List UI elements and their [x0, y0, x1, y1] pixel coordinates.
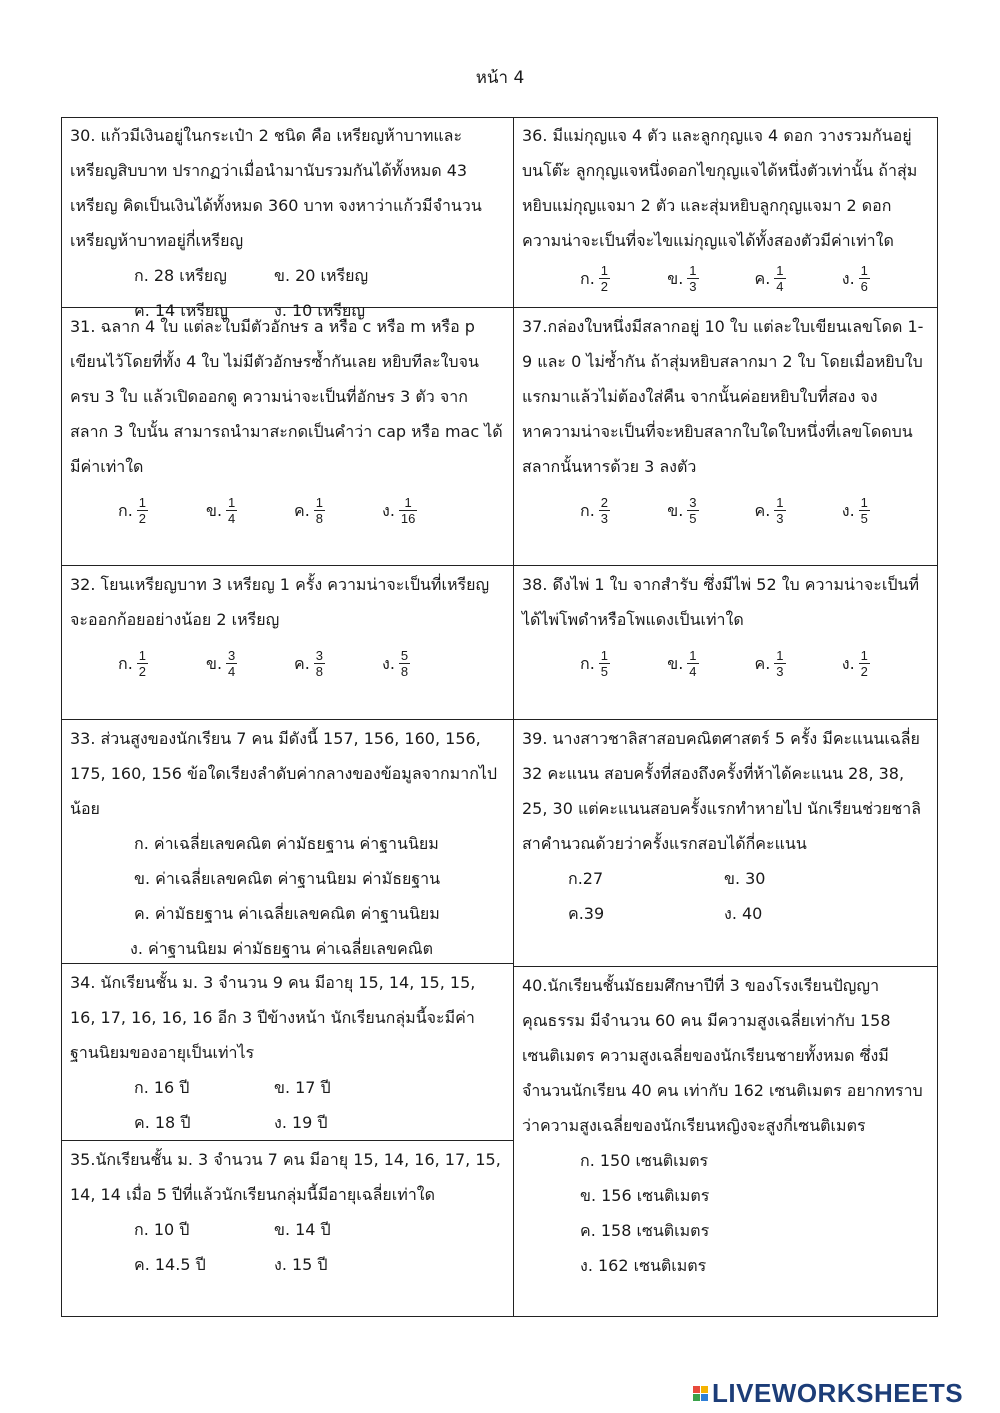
question-32-option-c[interactable]: ค. $\frac{3}{8}$ — [294, 647, 324, 679]
fraction: $\frac{1}{2}$ — [600, 262, 609, 294]
logo-square — [701, 1394, 708, 1401]
question-33-option-a[interactable]: ก. ค่าเฉลี่ยเลขคณิต ค่ามัธยฐาน ค่าฐานนิยม — [134, 834, 439, 853]
question-31-option-c[interactable]: ค. $\frac{1}{8}$ — [294, 494, 324, 526]
question-34-option-d[interactable]: ง. 19 ปี — [274, 1113, 328, 1132]
question-35-option-c[interactable]: ค. 14.5 ปี — [134, 1255, 206, 1274]
fraction: $\frac{1}{2}$ — [138, 647, 147, 679]
page-number: หน้า 4 — [475, 68, 525, 88]
fraction: $\frac{1}{2}$ — [138, 494, 147, 526]
question-38-option-d[interactable]: ง. $\frac{1}{2}$ — [841, 647, 868, 679]
logo-square — [693, 1386, 700, 1393]
question-32-option-a[interactable]: ก. $\frac{1}{2}$ — [118, 647, 147, 679]
liveworksheets-logo-text: LIVEWORKSHEETS — [712, 1377, 964, 1408]
question-39-option-c[interactable]: ค.39 — [568, 904, 605, 923]
question-40-text: 40.นักเรียนชั้นมัธยมศึกษาปีที่ 3 ของโรงเรียนปัญญาคุณธรรม มีจำนวน 60 คน มีความสูงเฉลี่ยเท่ากับ 158 เซนติเมตร ความสูงเฉลี่ยของนักเรียนชายทั้งหมด ซึ่งมีจำนวนนักเรียน 40 คน เท่ากับ 162 เซนติเมตร อยากทราบว่าความสูงเฉลี่ยของนักเรียนหญิงจะสูงกี่เซนติเมตร — [522, 976, 923, 1135]
question-31-option-b[interactable]: ข. $\frac{1}{4}$ — [206, 494, 236, 526]
question-36 — [514, 118, 937, 307]
question-37 — [514, 309, 937, 565]
question-37-option-d[interactable]: ง. $\frac{1}{5}$ — [841, 494, 868, 526]
liveworksheets-logo[interactable] — [693, 1378, 963, 1408]
question-30-option-c[interactable]: ค. 14 เหรียญ — [134, 301, 228, 320]
question-32-option-d[interactable]: ง. $\frac{5}{8}$ — [382, 647, 409, 679]
question-34-option-b[interactable]: ข. 17 ปี — [274, 1078, 331, 1097]
question-33-option-c[interactable]: ค. ค่ามัธยฐาน ค่าเฉลี่ยเลขคณิต ค่าฐานนิยม — [134, 904, 440, 923]
question-35-text: 35.นักเรียนชั้น ม. 3 จำนวน 7 คน มีอายุ 15, 14, 16, 17, 15, 14, 14 เมื่อ 5 ปีที่แล้วนักเรียนกลุ่มนี้มีอายุเฉลี่ยเท่าใด — [70, 1150, 501, 1204]
question-34-text: 34. นักเรียนชั้น ม. 3 จำนวน 9 คน มีอายุ 15, 14, 15, 15, 16, 17, 16, 16, 16 อีก 3 ปีข้างหน้า นักเรียนกลุ่มนี้จะมีค่าฐานนิยมของอายุเป็นเท่าไร — [70, 973, 476, 1062]
question-32-text: 32. โยนเหรียญบาท 3 เหรียญ 1 ครั้ง ความน่าจะเป็นที่เหรียญจะออกก้อยอย่างน้อย 2 เหรียญ — [70, 575, 490, 629]
question-39-text: 39. นางสาวชาลิสาสอบคณิตศาสตร์ 5 ครั้ง มีคะแนนเฉลี่ย 32 คะแนน สอบครั้งที่สองถึงครั้งที่ห้าได้คะแนน 28, 38, 25, 30 แต่คะแนนสอบครั้งแรกทำหายไป นักเรียนช่วยชาลิสาคำนวณด้วยว่าครั้งแรกสอบได้กี่คะแนน — [522, 729, 921, 853]
question-40-option-b[interactable]: ข. 156 เซนติเมตร — [580, 1186, 710, 1205]
question-35-option-d[interactable]: ง. 15 ปี — [274, 1255, 328, 1274]
question-39 — [514, 721, 937, 966]
fraction: $\frac{1}{5}$ — [860, 494, 868, 526]
question-32 — [62, 567, 513, 719]
fraction: $\frac{3}{5}$ — [689, 494, 697, 526]
question-35-option-b[interactable]: ข. 14 ปี — [274, 1220, 331, 1239]
question-36-option-d[interactable]: ง. $\frac{1}{6}$ — [841, 262, 868, 294]
fraction: $\frac{1}{4}$ — [776, 262, 784, 294]
question-38 — [514, 567, 937, 719]
fraction: $\frac{1}{3}$ — [776, 494, 784, 526]
question-40-option-a[interactable]: ก. 150 เซนติเมตร — [580, 1151, 709, 1170]
question-31-option-d[interactable]: ง. $\frac{1}{16}$ — [382, 494, 416, 526]
question-39-option-a[interactable]: ก.27 — [568, 869, 604, 888]
question-31-text: 31. ฉลาก 4 ใบ แต่ละใบมีตัวอักษร a หรือ c หรือ m หรือ p เขียนไว้โดยที่ทั้ง 4 ใบ ไม่มีตัวอักษรซ้ำกันเลย หยิบทีละใบจนครบ 3 ใบ แล้วเปิดออกดู ความน่าจะเป็นที่อักษร 3 ตัว จากสลาก 3 ใบนั้น สามารถนำมาสะกดเป็นคำว่า cap หรือ mac ได้มีค่าเท่าใด — [70, 317, 503, 476]
question-31-option-a[interactable]: ก. $\frac{1}{2}$ — [118, 494, 147, 526]
question-32-option-b[interactable]: ข. $\frac{3}{4}$ — [206, 647, 236, 679]
question-36-option-a[interactable]: ก. $\frac{1}{2}$ — [580, 262, 609, 294]
question-33 — [62, 721, 513, 963]
fraction: $\frac{1}{5}$ — [600, 647, 609, 679]
question-31 — [62, 309, 513, 565]
fraction: $\frac{1}{16}$ — [400, 494, 416, 526]
question-36-text: 36. มีแม่กุญแจ 4 ตัว และลูกกุญแจ 4 ดอก วางรวมกันอยู่บนโต๊ะ ลูกกุญแจหนึ่งดอกไขกุญแจได้หนึ่งตัวเท่านั้น ถ้าสุ่มหยิบแม่กุญแจมา 2 ตัว และสุ่มหยิบลูกกุญแจมา 2 ดอก ความน่าจะเป็นที่จะไขแม่กุญแจได้ทั้งสองตัวมีค่าเท่าใด — [522, 126, 918, 250]
fraction: $\frac{1}{3}$ — [776, 647, 784, 679]
fraction: $\frac{2}{3}$ — [600, 494, 609, 526]
fraction: $\frac{3}{8}$ — [315, 647, 324, 679]
question-33-option-d[interactable]: ง. ค่าฐานนิยม ค่ามัธยฐาน ค่าเฉลี่ยเลขคณิต — [130, 939, 433, 958]
question-34-option-c[interactable]: ค. 18 ปี — [134, 1113, 191, 1132]
question-40-option-c[interactable]: ค. 158 เซนติเมตร — [580, 1221, 710, 1240]
logo-square — [693, 1394, 700, 1401]
question-30-option-a[interactable]: ก. 28 เหรียญ — [134, 266, 227, 285]
question-36-option-c[interactable]: ค. $\frac{1}{4}$ — [754, 262, 784, 294]
question-40-option-d[interactable]: ง. 162 เซนติเมตร — [580, 1256, 707, 1275]
fraction: $\frac{1}{4}$ — [689, 647, 697, 679]
question-34-option-a[interactable]: ก. 16 ปี — [134, 1078, 190, 1097]
fraction: $\frac{1}{3}$ — [689, 262, 697, 294]
question-37-text: 37.กล่องใบหนึ่งมีสลากอยู่ 10 ใบ แต่ละใบเขียนเลขโดด 1-9 และ 0 ไม่ซ้ำกัน ถ้าสุ่มหยิบสลากมา 2 ใบ โดยเมื่อหยิบใบแรกมาแล้วไม่ต้องใส่คืน จากนั้นค่อยหยิบใบที่สอง จงหาความน่าจะเป็นที่จะหยิบสลากใบใดใบหนึ่งที่เลขโดดบนสลากนั้นหารด้วย 3 ลงตัว — [522, 317, 924, 476]
question-34 — [62, 965, 513, 1140]
logo-square — [701, 1386, 708, 1393]
question-33-text: 33. ส่วนสูงของนักเรียน 7 คน มีดังนี้ 157, 156, 160, 156, 175, 160, 156 ข้อใดเรียงลำดับค่ากลางของข้อมูลจากมากไปน้อย — [70, 729, 498, 818]
fraction: $\frac{1}{6}$ — [860, 262, 868, 294]
fraction: $\frac{5}{8}$ — [400, 647, 409, 679]
question-30-option-d[interactable]: ง. 10 เหรียญ — [274, 301, 366, 320]
question-38-option-b[interactable]: ข. $\frac{1}{4}$ — [667, 647, 697, 679]
question-grid — [61, 117, 938, 1317]
fraction: $\frac{1}{2}$ — [860, 647, 868, 679]
question-38-text: 38. ดึงไพ่ 1 ใบ จากสำรับ ซึ่งมีไพ่ 52 ใบ ความน่าจะเป็นที่ได้ไพ่โพดำหรือโพแดงเป็นเท่าใด — [522, 575, 919, 629]
question-35-option-a[interactable]: ก. 10 ปี — [134, 1220, 190, 1239]
question-38-option-a[interactable]: ก. $\frac{1}{5}$ — [580, 647, 609, 679]
question-37-option-a[interactable]: ก. $\frac{2}{3}$ — [580, 494, 609, 526]
question-30-text: 30. แก้วมีเงินอยู่ในกระเป๋า 2 ชนิด คือ เหรียญห้าบาทและเหรียญสิบบาท ปรากฏว่าเมื่อนำมานับรวมกันได้ทั้งหมด 43 เหรียญ คิดเป็นเงินได้ทั้งหมด 360 บาท จงหาว่าแก้วมีจำนวนเหรียญห้าบาทอยู่กี่เหรียญ — [70, 126, 482, 250]
liveworksheets-logo-icon — [693, 1386, 708, 1401]
question-37-option-b[interactable]: ข. $\frac{3}{5}$ — [667, 494, 697, 526]
question-30 — [62, 118, 513, 320]
question-33-option-b[interactable]: ข. ค่าเฉลี่ยเลขคณิต ค่าฐานนิยม ค่ามัธยฐาน — [134, 869, 441, 888]
question-37-option-c[interactable]: ค. $\frac{1}{3}$ — [754, 494, 784, 526]
question-39-option-b[interactable]: ข. 30 — [724, 869, 766, 888]
question-38-option-c[interactable]: ค. $\frac{1}{3}$ — [754, 647, 784, 679]
fraction: $\frac{3}{4}$ — [228, 647, 236, 679]
question-39-option-d[interactable]: ง. 40 — [724, 904, 763, 923]
question-36-option-b[interactable]: ข. $\frac{1}{3}$ — [667, 262, 697, 294]
fraction: $\frac{1}{8}$ — [315, 494, 324, 526]
question-30-option-b[interactable]: ข. 20 เหรียญ — [274, 266, 369, 285]
question-35 — [62, 1142, 513, 1316]
question-40 — [514, 968, 937, 1316]
fraction: $\frac{1}{4}$ — [228, 494, 236, 526]
